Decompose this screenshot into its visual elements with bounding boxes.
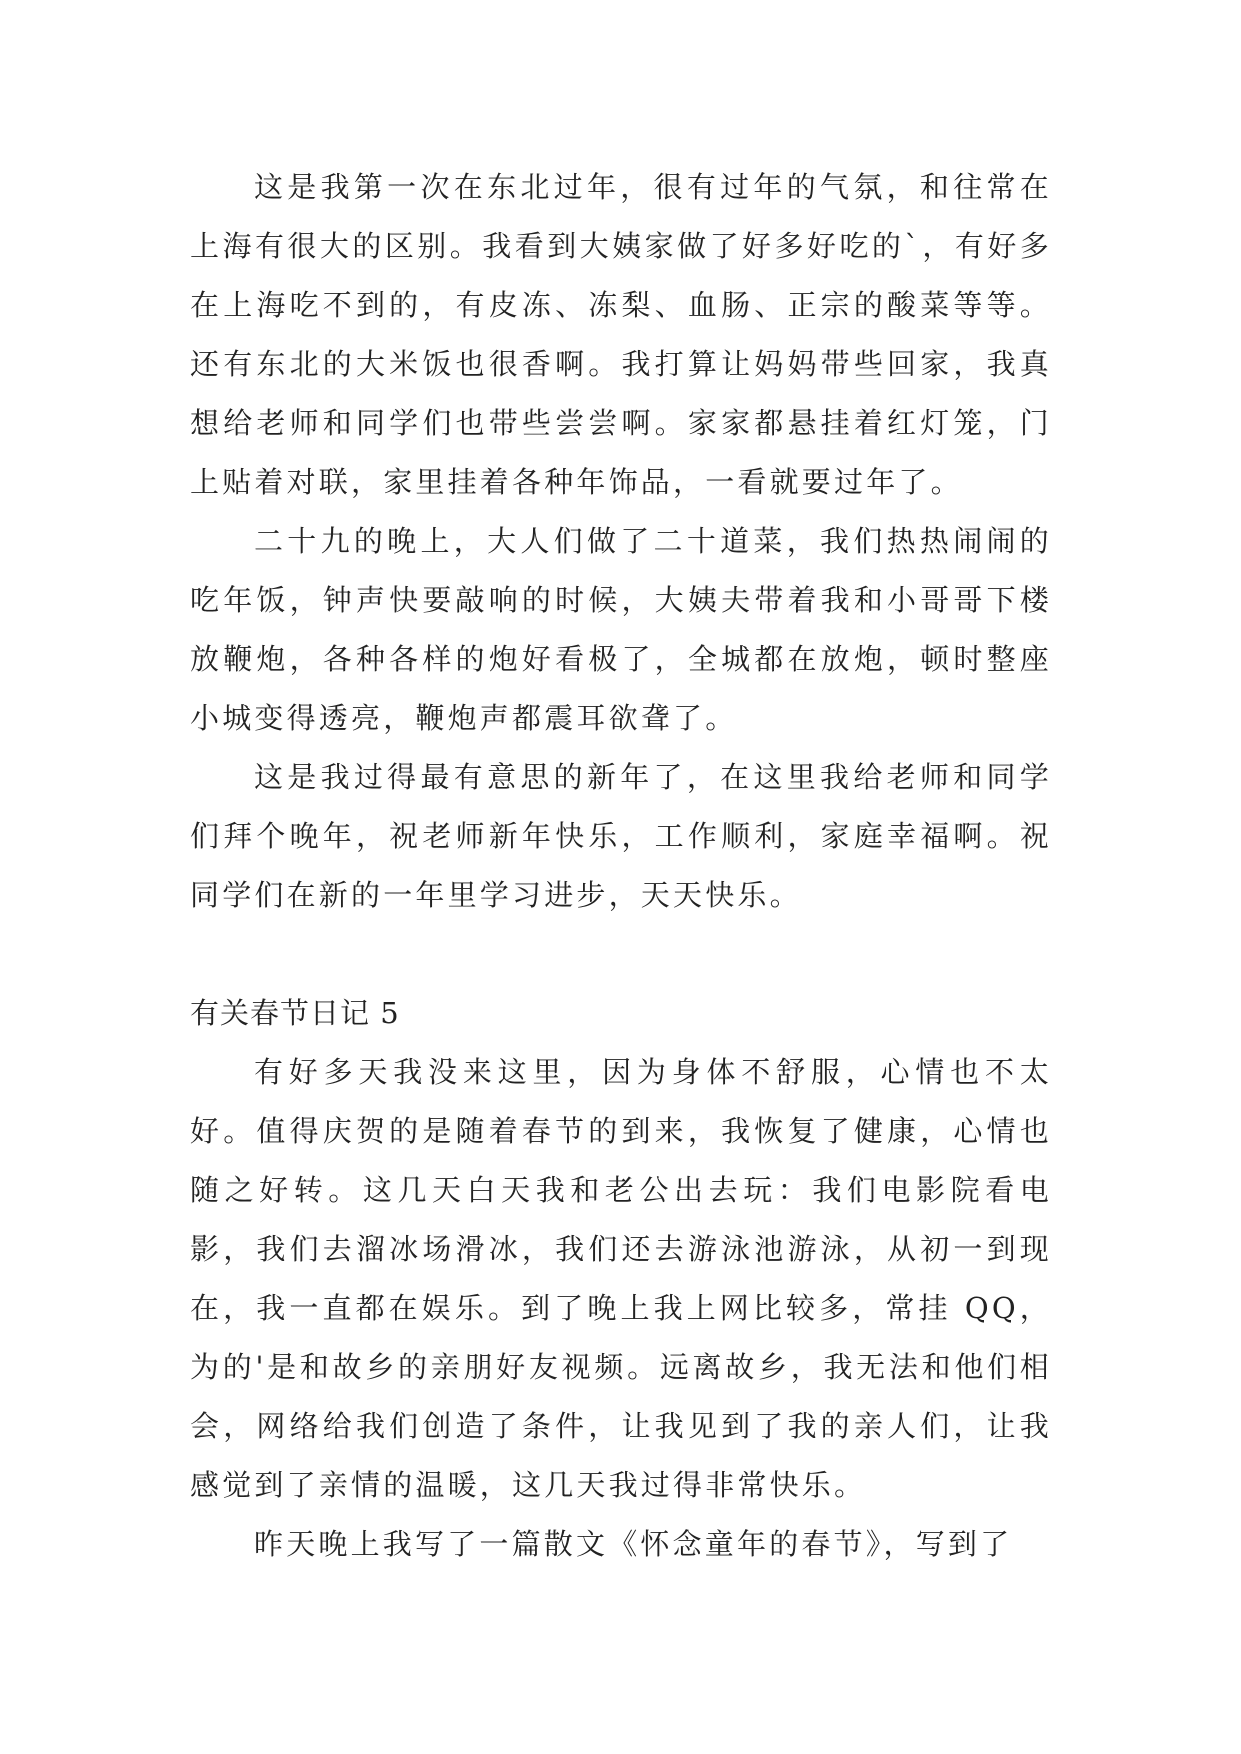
- paragraph: 这是我第一次在东北过年，很有过年的气氛，和往常在上海有很大的区别。我看到大姨家做了好多好吃的`，有好多在上海吃不到的，有皮冻、冻梨、血肠、正宗的酸菜等等。还有东北的大米饭也很香啊。我打算让妈妈带些回家，我真想给老师和同学们也带些尝尝啊。家家都悬挂着红灯笼，门上贴着对联，家里挂着各种年饰品，一看就要过年了。: [190, 170, 1052, 499]
- section-spacer: [190, 925, 1052, 984]
- paragraph: 二十九的晚上，大人们做了二十道菜，我们热热闹闹的吃年饭，钟声快要敲响的时候，大姨夫带着我和小哥哥下楼放鞭炮，各种各样的炮好看极了，全城都在放炮，顿时整座小城变得透亮，鞭炮声都震耳欲聋了。: [190, 524, 1052, 735]
- paragraph: 昨天晚上我写了一篇散文《怀念童年的春节》，写到了: [254, 1527, 1013, 1561]
- document-body: [190, 158, 1052, 1574]
- paragraph: 有好多天我没来这里，因为身体不舒服，心情也不太好。值得庆贺的是随着春节的到来，我恢复了健康，心情也随之好转。这几天白天我和老公出去玩：我们电影院看电影，我们去溜冰场滑冰，我们还去游泳池游泳，从初一到现在，我一直都在娱乐。到了晚上我上网比较多，常挂 QQ，为的'是和故乡的亲朋好友视频。远离故乡，我无法和他们相会，网络给我们创造了条件，让我见到了我的亲人们，让我感觉到了亲情的温暖，这几天我过得非常快乐。: [190, 1055, 1052, 1502]
- section-title: 有关春节日记 5: [190, 996, 400, 1030]
- paragraph: 这是我过得最有意思的新年了，在这里我给老师和同学们拜个晚年，祝老师新年快乐，工作顺利，家庭幸福啊。祝同学们在新的一年里学习进步，天天快乐。: [190, 760, 1052, 912]
